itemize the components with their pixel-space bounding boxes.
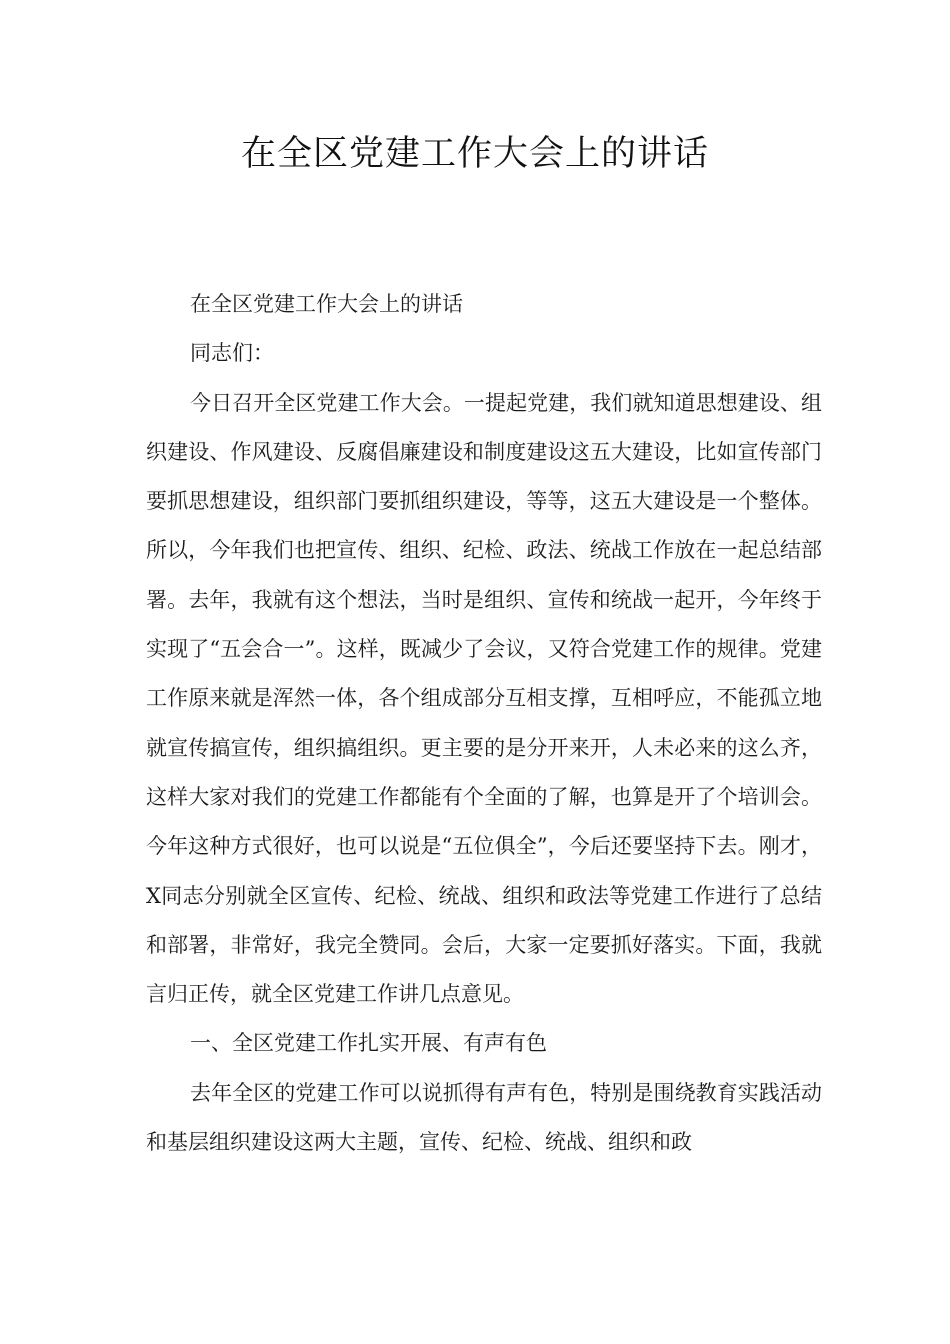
salutation: 同志们：	[190, 341, 274, 366]
intro-paragraph: 今日召开全区党建工作大会。一提起党建，我们就知道思想建设、组织建设、作风建设、反腐倡廉建设和制度建设这五大建设，比如宣传部门要抓思想建设，组织部门要抓组织建设，等等，这五大建设是一个整体。所以，今年我们也把宣传、组织、纪检、政法、统战工作放在一起总结部署。去年，我就有这个想法，当时是组织、宣传和统战一起开，今年终于实现了“五会合一”。这样，既减少了会议，又符合党建工作的规律。党建工作原来就是浑然一体，各个组成部分互相支撑，互相呼应，不能孤立地就宣传搞宣传，组织搞组织。更主要的是分开来开，人未必来的这么齐，这样大家对我们的党建工作都能有个全面的了解，也算是开了个培训会。今年这种方式很好，也可以说是“五位俱全”，今后还要坚持下去。刚才，X同志分别就全区宣传、纪检、统战、组织和政法等党建工作进行了总结和部署，非常好，我完全赞同。会后，大家一定要抓好落实。下面，我就言归正传，就全区党建工作讲几点意见。	[146, 390, 822, 1007]
document-title: 在全区党建工作大会上的讲话	[240, 134, 709, 174]
document-body	[146, 280, 822, 1167]
body-subtitle: 在全区党建工作大会上的讲话	[190, 292, 463, 316]
section-heading-one: 一、全区党建工作扎实开展、有声有色	[190, 1031, 547, 1056]
section-one-paragraph: 去年全区的党建工作可以说抓得有声有色，特别是围绕教育实践活动和基层组织建设这两大主题，宣传、纪检、统战、组织和政	[146, 1080, 822, 1155]
